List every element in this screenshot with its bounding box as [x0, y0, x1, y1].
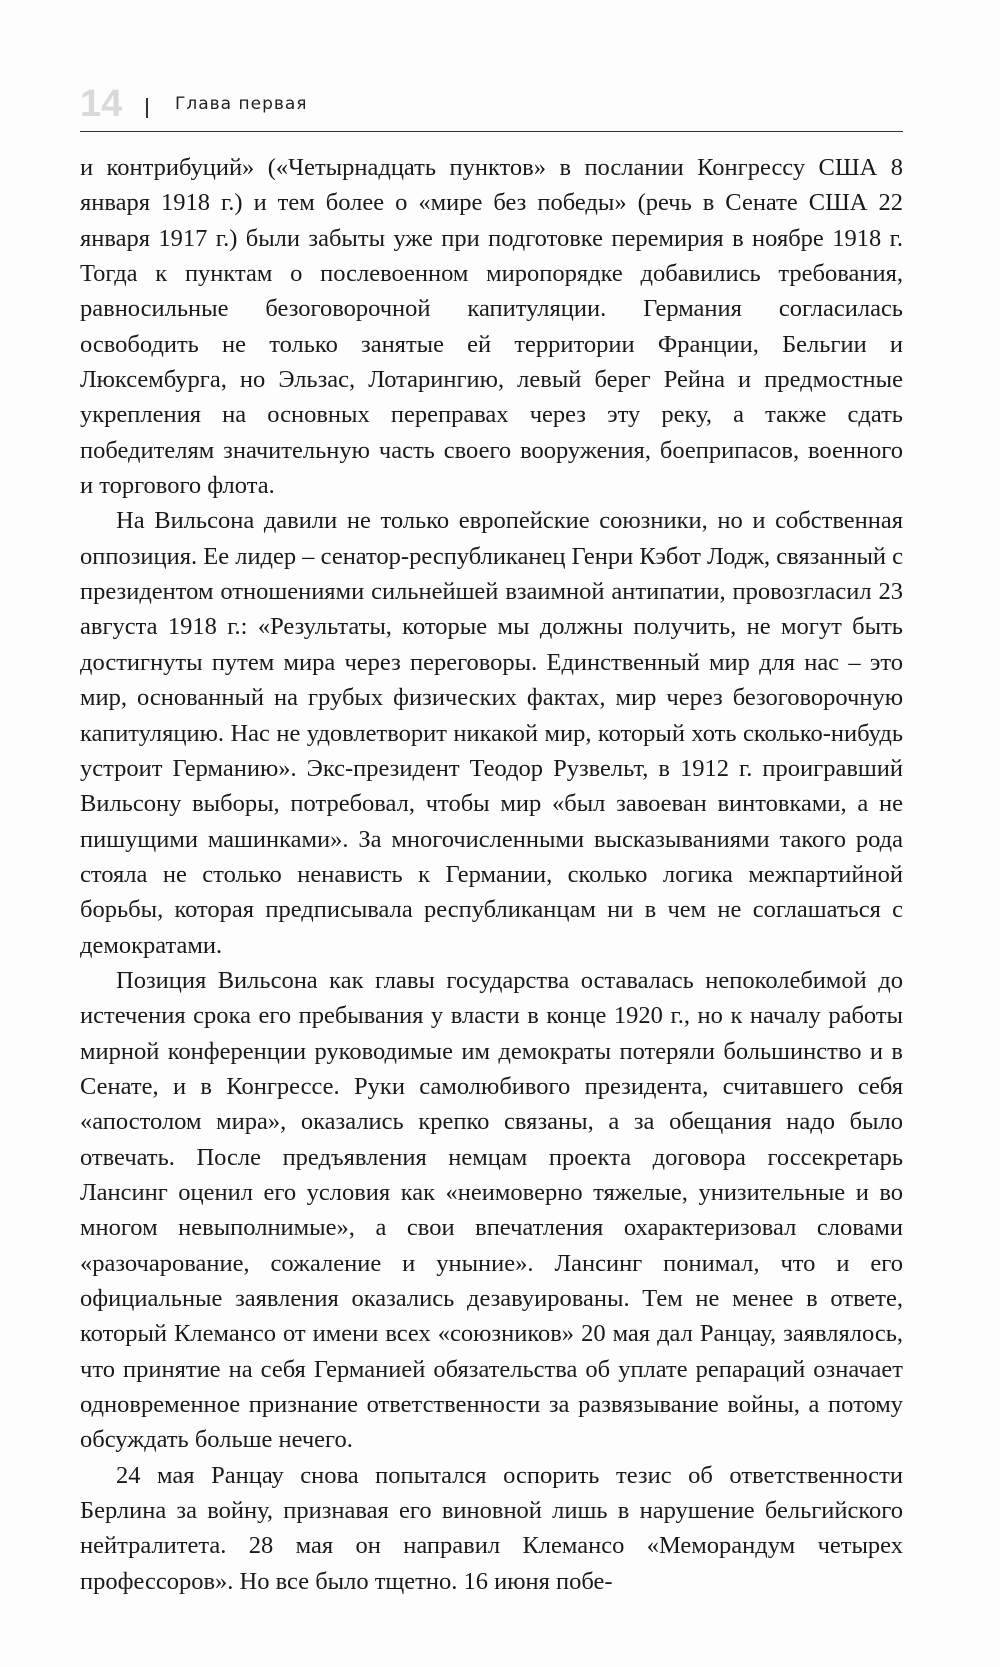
- paragraph: 24 мая Ранцау снова попытался оспорить тезис об ответственности Берлина за войну, признавая его виновной лишь в нарушение бельгийского нейтралитета. 28 мая он направил Клемансо «Меморандум четырех профессоров». Но все было тщетно. 16 июня побе-: [80, 1461, 903, 1595]
- header-rule: [80, 131, 903, 133]
- paragraph: Позиция Вильсона как главы государства оставалась непоколебимой до истечения срока его пребывания у власти в конце 1920 г., но к началу работы мирной конференции руководимые им демократы потеряли большинство и в Сенате, и в Конгрессе. Руки самолюбивого президента, считавшего себя «апостолом мира», оказались крепко связаны, а за обещания надо было отвечать. После предъявления немцам проекта договора госсекретарь Лансинг оценил его условия как «неимоверно тяжелые, унизительные и во многом невыполнимые», а свои впечатления охарактеризовал словами «разочарование, сожаление и уныние». Лансинг понимал, что и его официальные заявления оказались дезавуированы. Тем не менее в ответе, который Клемансо от имени всех «союзников» 20 мая дал Ранцау, заявлялось, что принятие на себя Германией обязательства об уплате репараций означает одновременное признание ответственности за развязывание войны, а потому обсуждать больше нечего.: [80, 966, 903, 1454]
- body-text: [80, 150, 903, 1599]
- chapter-title: Глава первая: [175, 94, 308, 114]
- page-number: 14: [80, 83, 123, 125]
- paragraph: и контрибуций» («Четырнадцать пунктов» в послании Конгрессу США 8 января 1918 г.) и тем более о «мире без победы» (речь в Сенате США 22 января 1917 г.) были забыты уже при подготовке перемирия в ноябре 1918 г. Тогда к пунктам о послевоенном миропорядке добавились требования, равносильные безоговорочной капитуляции. Германия согласилась освободить не только занятые ей территории Франции, Бельгии и Люксембурга, но Эльзас, Лотарингию, левый берег Рейна и предмостные укрепления на основных переправах через эту реку, а также сдать победителям значительную часть своего вооружения, боеприпасов, военного и торгового флота.: [80, 154, 903, 500]
- header-separator: [146, 98, 148, 118]
- page-header: [80, 84, 903, 132]
- paragraph: На Вильсона давили не только европейские союзники, но и собственная оппозиция. Ее лидер – сенатор-республиканец Генри Кэбот Лодж, связанный с президентом отношениями сильнейшей взаимной антипатии, провозгласил 23 августа 1918 г.: «Результаты, которые мы должны получить, не могут быть достигнуты путем мира через переговоры. Единственный мир для нас – это мир, основанный на грубых физических фактах, мир через безоговорочную капитуляцию. Нас не удовлетворит никакой мир, который хоть сколько-нибудь устроит Германию». Экс-президент Теодор Рузвельт, в 1912 г. проигравший Вильсону выборы, потребовал, чтобы мир «был завоеван винтовками, а не пишущими машинками». За многочисленными высказываниями такого рода стояла не столько ненависть к Германии, сколько логика межпартийной борьбы, которая предписывала республиканцам ни в чем не соглашаться с демократами.: [80, 507, 904, 959]
